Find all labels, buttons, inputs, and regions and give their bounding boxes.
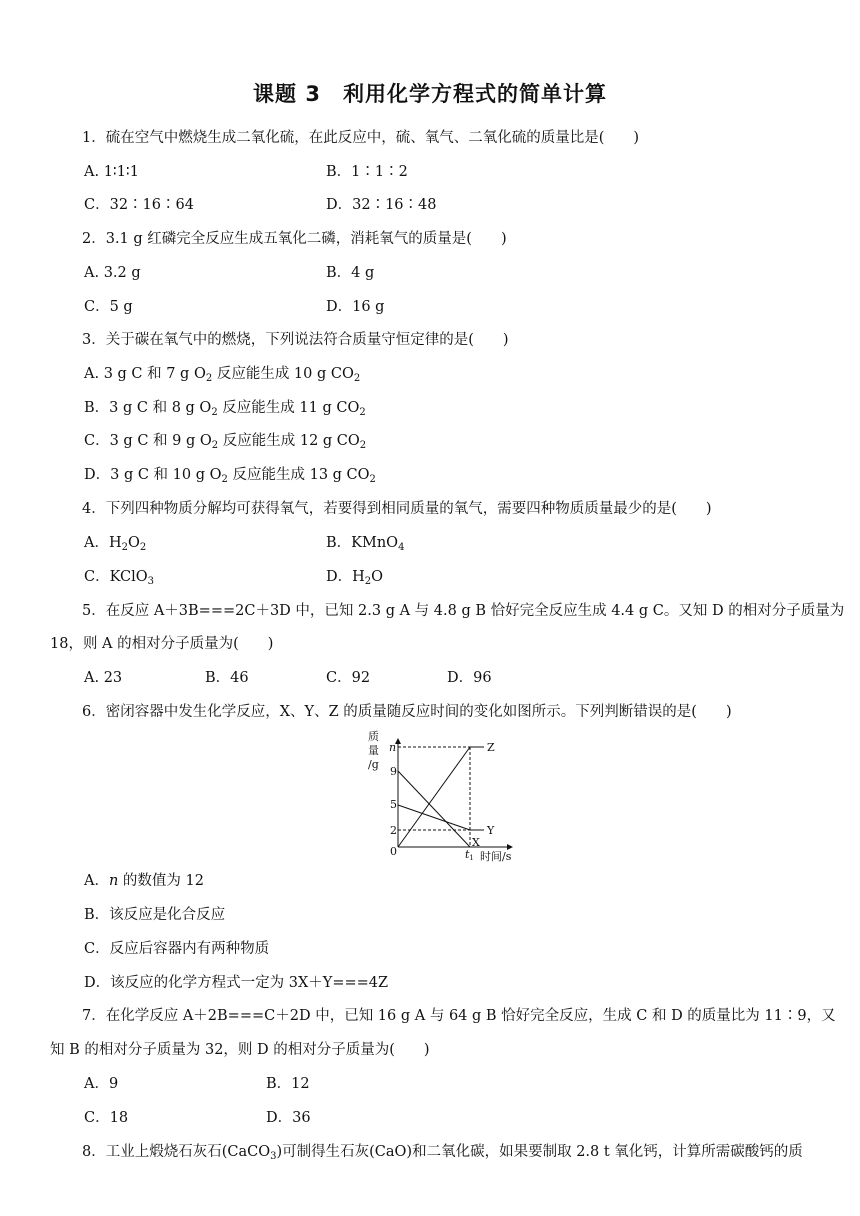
y-tick-n: n bbox=[389, 741, 397, 754]
question-3-stem: 3．关于碳在氧气中的燃烧，下列说法符合质量守恒定律的是( ) bbox=[82, 332, 509, 348]
page-title: 课题 3 利用化学方程式的简单计算 bbox=[253, 82, 607, 106]
q4-option-c: C．KClO$_3$ bbox=[84, 569, 155, 587]
q1-option-a: A. 1∶1∶1 bbox=[84, 164, 139, 180]
x-tick-t1: t1 bbox=[465, 848, 474, 862]
q5-option-d: D．96 bbox=[447, 670, 492, 686]
question-4-stem: 4．下列四种物质分解均可获得氧气，若要得到相同质量的氧气，需要四种物质质量最少的是( ) bbox=[82, 501, 712, 517]
q3-option-d: D．3 g C 和 10 g $O_2$ 反应能生成 13 g $CO_2$ bbox=[84, 467, 376, 485]
series-z-line bbox=[398, 747, 470, 847]
y-tick-0: 0 bbox=[390, 845, 397, 858]
y-axis-label-2: 量 bbox=[368, 744, 379, 757]
q3-option-b: B．3 g C 和 8 g $O_2$ 反应能生成 11 g $CO_2$ bbox=[84, 400, 366, 418]
q6-option-a: A．n 的数值为 12 bbox=[84, 873, 204, 889]
q4-option-a: A．$H_2O_2$ bbox=[84, 535, 147, 553]
q6-option-d: D．该反应的化学方程式一定为 3X＋Y===4Z bbox=[84, 975, 389, 991]
q1-option-c: C．32∶16∶64 bbox=[84, 197, 194, 213]
question-8-stem: 8．工业上煅烧石灰石(CaCO$_3$)可制得生石灰(CaO)和二氧化碳，如果要制取 2.8 t 氧化钙，计算所需碳酸钙的质 bbox=[82, 1144, 803, 1162]
y-tick-2: 2 bbox=[390, 824, 397, 837]
y-axis-label-1: 质 bbox=[368, 730, 379, 743]
q7-option-d: D．36 bbox=[266, 1110, 311, 1126]
q2-option-d: D．16 g bbox=[326, 299, 385, 315]
q1-option-d: D．32∶16∶48 bbox=[326, 197, 437, 213]
question-5-stem-line2: 18，则 A 的相对分子质量为( ) bbox=[50, 636, 274, 652]
question-7-stem-line1: 7．在化学反应 A＋2B===C＋2D 中，已知 16 g A 与 64 g B 恰好完全反应，生成 C 和 D 的质量比为 11∶9，又 bbox=[82, 1008, 836, 1024]
q2-option-a: A. 3.2 g bbox=[84, 265, 141, 281]
q4-option-d: D．$H_2O$ bbox=[326, 569, 384, 587]
q5-option-b: B．46 bbox=[205, 670, 249, 686]
q5-option-c: C．92 bbox=[326, 670, 371, 686]
q7-option-b: B．12 bbox=[266, 1076, 310, 1092]
q2-option-c: C．5 g bbox=[84, 299, 133, 315]
q4-option-b: B．KMnO$_4$ bbox=[326, 535, 405, 553]
q6-option-b: B．该反应是化合反应 bbox=[84, 907, 226, 923]
x-axis-label: 时间/s bbox=[480, 850, 512, 863]
q2-option-b: B．4 g bbox=[326, 265, 375, 281]
series-z-label: Z bbox=[487, 741, 495, 754]
question-5-stem-line1: 5．在反应 A＋3B===2C＋3D 中，已知 2.3 g A 与 4.8 g B 恰好完全反应生成 4.4 g C。又知 D 的相对分子质量为 bbox=[82, 603, 845, 619]
q6-option-c: C．反应后容器内有两种物质 bbox=[84, 941, 270, 957]
q5-option-a: A. 23 bbox=[84, 670, 123, 686]
y-axis-label-3: /g bbox=[368, 758, 379, 771]
question-7-stem-line2: 知 B 的相对分子质量为 32，则 D 的相对分子质量为( ) bbox=[50, 1042, 430, 1058]
series-y-label: Y bbox=[487, 824, 495, 837]
question-2-stem: 2．3.1 g 红磷完全反应生成五氧化二磷，消耗氧气的质量是( ) bbox=[82, 231, 507, 247]
q1-option-b: B．1∶1∶2 bbox=[326, 164, 408, 180]
series-x-label: X bbox=[472, 836, 480, 849]
mass-time-chart bbox=[362, 727, 522, 863]
q7-option-a: A．9 bbox=[84, 1076, 119, 1092]
question-1-stem: 1．硫在空气中燃烧生成二氧化硫，在此反应中，硫、氧气、二氧化硫的质量比是( ) bbox=[82, 130, 640, 146]
q3-option-a: A. 3 g C 和 7 g $O_2$ 反应能生成 10 g $CO_2$ bbox=[84, 366, 361, 384]
question-6-stem: 6．密闭容器中发生化学反应，X、Y、Z 的质量随反应时间的变化如图所示。下列判断错误的是( ) bbox=[82, 704, 732, 720]
y-tick-9: 9 bbox=[390, 765, 397, 778]
q7-option-c: C．18 bbox=[84, 1110, 129, 1126]
q3-option-c: C．3 g C 和 9 g $O_2$ 反应能生成 12 g $CO_2$ bbox=[84, 433, 367, 451]
y-tick-5: 5 bbox=[390, 798, 397, 811]
